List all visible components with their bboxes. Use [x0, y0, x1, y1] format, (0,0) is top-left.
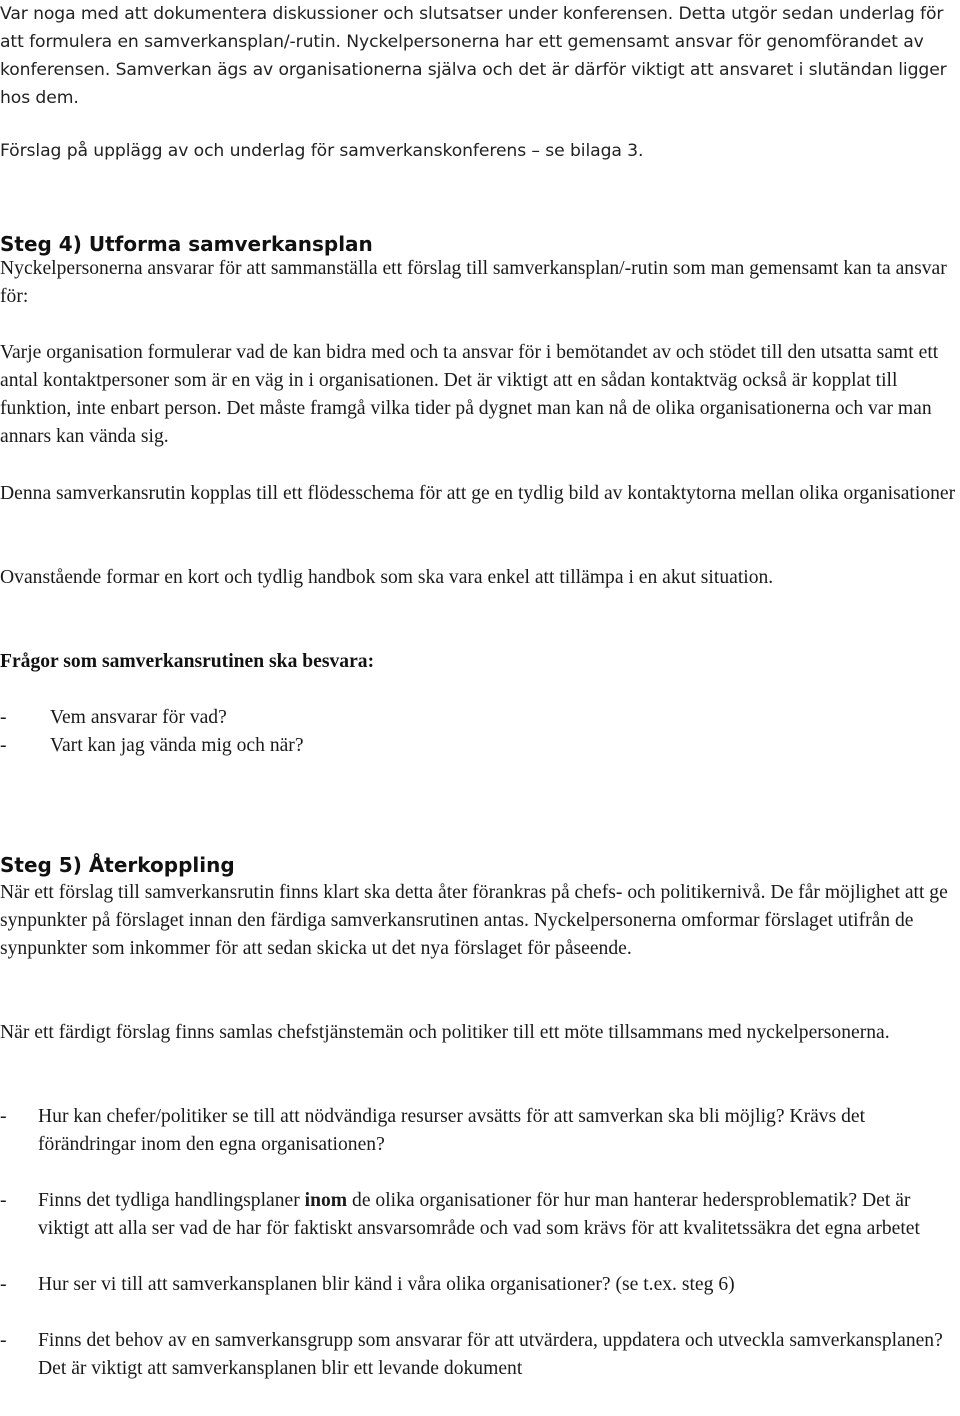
list-item-text: Hur kan chefer/politiker se till att nödvändiga resurser avsätts för att samverkan ska bli möjlig? Krävs det förändringar inom den egna organisationen?: [38, 1106, 866, 1155]
list-item: [0, 732, 960, 760]
list-item-text-end: de olika organisationer för hur man hanterar hedersproblematik? Det är viktigt att alla ser vad de har för faktiskt ansvarsområde och vad som krävs för att kvalitetssäkra det egna arbetet: [38, 1190, 920, 1239]
step5-intro-paragraph: När ett förslag till samverkansrutin finns klart ska detta åter förankras på chefs- och politikernivå. De får möjlighet att ge synpunkter på förslaget innan den färdiga samverkansrutinen antas. Nyckelpersonerna omformar förslaget utifrån de synpunkter som inkommer för att sedan skicka ut det nya förslaget för påseende.: [0, 882, 948, 959]
list-item-text: Finns det behov av en samverkansgrupp som ansvarar för att utvärdera, uppdatera och utveckla samverkansplanen? Det är viktigt att samverkansplanen blir ett levande dokument: [38, 1330, 943, 1379]
step5-list: [0, 1103, 960, 1383]
dash-bullet: -: [0, 735, 7, 756]
list-item: [0, 1103, 960, 1159]
step4-handbook-paragraph: Ovanstående formar en kort och tydlig handbok som ska vara enkel att tillämpa i en akut situation.: [0, 567, 774, 588]
questions-list: [0, 704, 960, 760]
dash-bullet: -: [0, 1190, 7, 1211]
questions-heading: Frågor som samverkansrutinen ska besvara:: [0, 651, 375, 672]
step4-organisation-paragraph: Varje organisation formulerar vad de kan bidra med och ta ansvar för i bemötandet av och stödet till den utsatta samt ett antal kontaktpersoner som är en väg in i organisationen. Det är viktigt att en sådan kontaktväg också är kopplat till funktion, inte enbart person. Det måste framgå vilka tider på dygnet man kan nå de olika organisationerna och var man annars kan vända sig.: [0, 342, 939, 447]
list-item: [0, 1327, 960, 1383]
step4-heading: Steg 4) Utforma samverkansplan: [0, 232, 373, 256]
dash-bullet: -: [0, 1274, 7, 1295]
dash-bullet: -: [0, 1330, 7, 1351]
list-item-text-start: Finns det tydliga handlingsplaner: [38, 1190, 305, 1211]
step4-intro-paragraph: Nyckelpersonerna ansvarar för att sammanställa ett förslag till samverkansplan/-rutin som man gemensamt kan ta ansvar för:: [0, 258, 947, 307]
emphasis-inom: inom: [304, 1190, 348, 1211]
step4-flowchart-paragraph: Denna samverkansrutin kopplas till ett flödesschema för att ge en tydlig bild av kontaktytorna mellan olika organisationer: [0, 483, 956, 504]
list-item-text: Vem ansvarar för vad?: [50, 707, 227, 728]
proposal-paragraph: Förslag på upplägg av och underlag för samverkanskonferens – se bilaga 3.: [0, 141, 644, 161]
intro-paragraph: Var noga med att dokumentera diskussioner och slutsatser under konferensen. Detta utgör sedan underlag för att formulera en samverkansplan/-rutin. Nyckelpersonerna har ett gemensamt ansvar för genomförandet av konferensen. Samverkan ägs av organisationerna själva och det är därför viktigt att ansvaret i slutändan ligger hos dem.: [0, 4, 947, 108]
dash-bullet: -: [0, 1106, 7, 1127]
list-item-text: Hur ser vi till att samverkansplanen blir känd i våra olika organisationer? (se t.ex. steg 6): [38, 1274, 735, 1295]
list-item-text: [38, 1190, 920, 1239]
list-item: [0, 1271, 960, 1299]
list-item: [0, 1187, 960, 1243]
step5-meeting-paragraph: När ett färdigt förslag finns samlas chefstjänstemän och politiker till ett möte tillsammans med nyckelpersonerna.: [0, 1022, 890, 1043]
dash-bullet: -: [0, 707, 7, 728]
list-item-text: Vart kan jag vända mig och när?: [50, 735, 304, 756]
step5-heading: Steg 5) Återkoppling: [0, 853, 235, 877]
list-item: [0, 704, 960, 732]
